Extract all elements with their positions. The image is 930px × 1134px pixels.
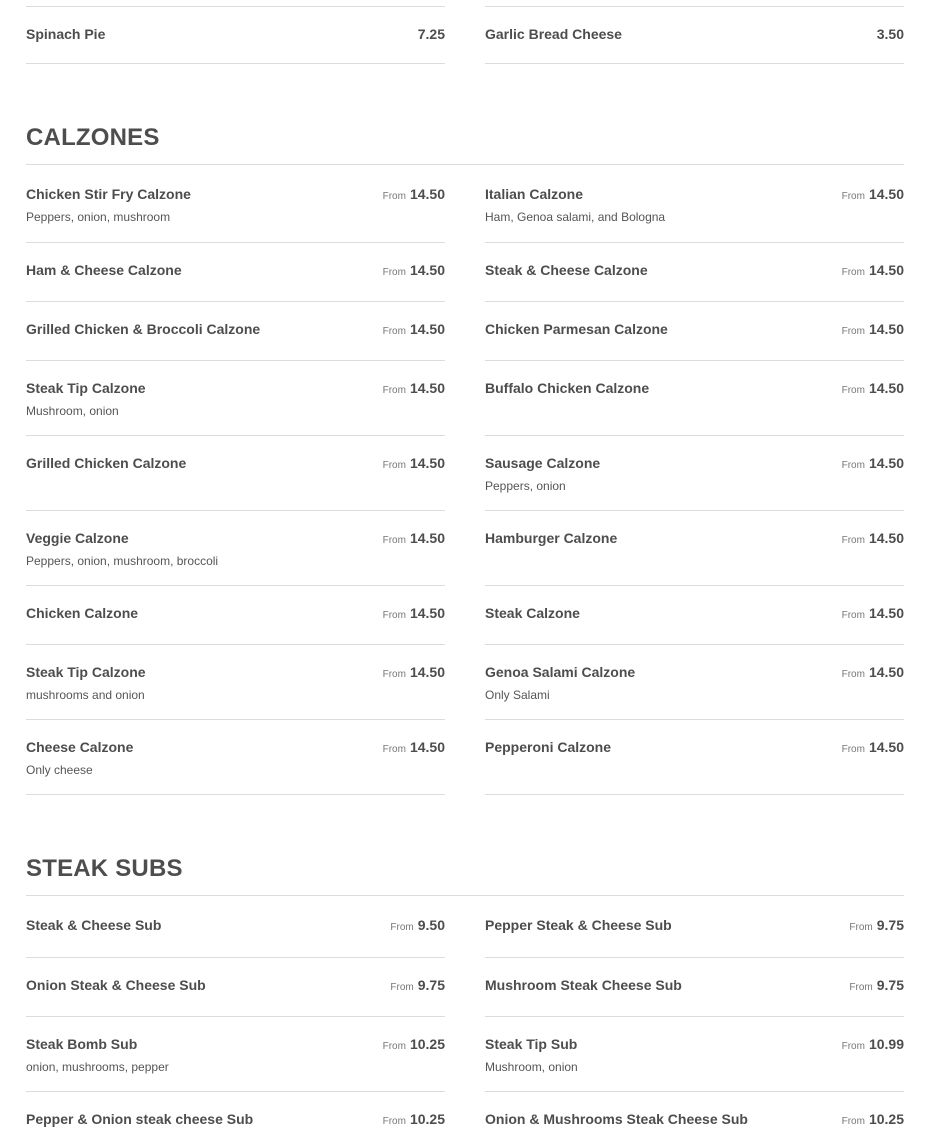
price-value: 7.25: [417, 26, 445, 42]
price-value: 14.50: [868, 739, 904, 755]
item-price: [842, 1035, 904, 1056]
price-from-label: From: [382, 1116, 406, 1127]
price-from-label: From: [841, 669, 865, 680]
price-from-label: From: [382, 326, 406, 337]
price-value: 14.50: [409, 455, 445, 471]
menu-item-garlic-bread-cheese[interactable]: [485, 25, 904, 64]
price-from-label: From: [382, 267, 406, 278]
price-value: 14.50: [868, 186, 904, 202]
item-description: Peppers, onion: [485, 479, 566, 493]
item-name: Italian Calzone: [485, 186, 584, 202]
price-from-label: From: [382, 1041, 406, 1052]
item-name: Chicken Parmesan Calzone: [485, 321, 668, 337]
item-price: [383, 663, 445, 684]
price-from-label: From: [841, 1041, 865, 1052]
item-name: Pepperoni Calzone: [485, 739, 612, 755]
price-value: 14.50: [868, 455, 904, 471]
item-name: Cheese Calzone: [26, 739, 134, 755]
item-name: Pepper & Onion steak cheese Sub: [26, 1111, 254, 1127]
menu-item-chicken-stir-fry-calzone[interactable]: [26, 185, 445, 243]
menu-item-veggie-calzone[interactable]: [26, 529, 445, 586]
price-from-label: From: [390, 982, 414, 993]
item-price: [383, 1110, 445, 1131]
price-from-label: From: [382, 460, 406, 471]
price-value: 14.50: [409, 605, 445, 621]
price-value: 9.75: [876, 917, 904, 933]
item-name: Mushroom Steak Cheese Sub: [485, 977, 682, 993]
menu-item-steak-calzone[interactable]: [485, 604, 904, 645]
item-price: [383, 185, 445, 206]
price-value: 14.50: [868, 380, 904, 396]
price-from-label: From: [382, 191, 406, 202]
menu-item-mushroom-steak-cheese-sub[interactable]: [485, 976, 904, 1017]
item-name: Steak Tip Calzone: [26, 380, 146, 396]
price-from-label: From: [841, 610, 865, 621]
item-name: Veggie Calzone: [26, 530, 129, 546]
item-price: [842, 1110, 904, 1131]
item-name: Sausage Calzone: [485, 455, 601, 471]
item-name: Chicken Calzone: [26, 605, 139, 621]
price-from-label: From: [382, 610, 406, 621]
item-price: [842, 379, 904, 400]
item-price: [842, 529, 904, 550]
menu-item-buffalo-chicken-calzone[interactable]: [485, 379, 904, 436]
price-from-label: From: [841, 385, 865, 396]
item-price: [383, 529, 445, 550]
price-value: 14.50: [409, 262, 445, 278]
item-name: Buffalo Chicken Calzone: [485, 380, 650, 396]
item-price: [849, 916, 904, 937]
item-price: [877, 25, 904, 44]
menu-item-sausage-calzone[interactable]: [485, 454, 904, 511]
price-value: 14.50: [409, 739, 445, 755]
menu-item-steak-tip-calzone[interactable]: [26, 663, 445, 720]
menu-item-pepper-and-onion-steak-cheese-sub[interactable]: [26, 1110, 445, 1134]
price-value: 14.50: [409, 321, 445, 337]
menu-item-grilled-chicken-and-broccoli-calzone[interactable]: [26, 320, 445, 361]
item-name: Steak Tip Sub: [485, 1036, 578, 1052]
item-description: Only Salami: [485, 688, 550, 702]
item-name: Steak Calzone: [485, 605, 580, 621]
item-name: Steak & Cheese Calzone: [485, 262, 648, 278]
menu-item-cheese-calzone[interactable]: [26, 738, 445, 795]
item-name: Chicken Stir Fry Calzone: [26, 186, 191, 202]
menu-item-spinach-pie[interactable]: [26, 25, 445, 64]
price-value: 14.50: [409, 530, 445, 546]
item-description: Mushroom, onion: [485, 1060, 578, 1074]
item-price: [383, 454, 445, 475]
price-value: 14.50: [409, 380, 445, 396]
menu-item-onion-steak-and-cheese-sub[interactable]: [26, 976, 445, 1017]
item-name: Steak Bomb Sub: [26, 1036, 138, 1052]
menu-item-chicken-calzone[interactable]: [26, 604, 445, 645]
price-from-label: From: [382, 535, 406, 546]
price-from-label: From: [841, 460, 865, 471]
item-name: Steak Tip Calzone: [26, 664, 146, 680]
price-value: 3.50: [876, 26, 904, 42]
price-from-label: From: [382, 744, 406, 755]
item-description: Ham, Genoa salami, and Bologna: [485, 210, 666, 224]
menu-item-italian-calzone[interactable]: [485, 185, 904, 243]
item-name: Genoa Salami Calzone: [485, 664, 636, 680]
menu-item-steak-and-cheese-calzone[interactable]: [485, 261, 904, 302]
item-price: [842, 663, 904, 684]
item-name: Grilled Chicken Calzone: [26, 455, 187, 471]
price-from-label: From: [382, 669, 406, 680]
item-name: Grilled Chicken & Broccoli Calzone: [26, 321, 261, 337]
price-from-label: From: [841, 267, 865, 278]
item-description: Only cheese: [26, 763, 93, 777]
price-from-label: From: [841, 1116, 865, 1127]
menu-item-steak-and-cheese-sub[interactable]: [26, 916, 445, 958]
item-name: Onion Steak & Cheese Sub: [26, 977, 206, 993]
price-from-label: From: [382, 385, 406, 396]
item-description: Peppers, onion, mushroom: [26, 210, 171, 224]
price-from-label: From: [390, 922, 414, 933]
item-description: Peppers, onion, mushroom, broccoli: [26, 554, 219, 568]
item-name: Hamburger Calzone: [485, 530, 618, 546]
item-price: [842, 185, 904, 206]
item-description: onion, mushrooms, pepper: [26, 1060, 169, 1074]
price-value: 14.50: [868, 664, 904, 680]
price-from-label: From: [849, 982, 873, 993]
section-title-calzones: CALZONES: [26, 124, 904, 165]
item-price: [418, 25, 445, 44]
menu-item-chicken-parmesan-calzone[interactable]: [485, 320, 904, 361]
menu-item-grilled-chicken-calzone[interactable]: [26, 454, 445, 511]
price-value: 9.75: [417, 977, 445, 993]
menu-item-steak-bomb-sub[interactable]: [26, 1035, 445, 1092]
item-price: [383, 1035, 445, 1056]
price-value: 10.25: [409, 1111, 445, 1127]
price-value: 9.75: [876, 977, 904, 993]
price-value: 10.99: [868, 1036, 904, 1052]
item-price: [383, 320, 445, 341]
item-name: Pepper Steak & Cheese Sub: [485, 917, 672, 933]
price-from-label: From: [841, 191, 865, 202]
item-name: Steak & Cheese Sub: [26, 917, 162, 933]
item-price: [842, 261, 904, 282]
price-from-label: From: [849, 922, 873, 933]
price-from-label: From: [841, 535, 865, 546]
item-price: [390, 916, 445, 937]
item-description: mushrooms and onion: [26, 688, 145, 702]
price-value: 14.50: [409, 186, 445, 202]
menu-item-onion-and-mushrooms-steak-cheese-sub[interactable]: [485, 1110, 904, 1134]
menu-item-genoa-salami-calzone[interactable]: [485, 663, 904, 720]
divider: [26, 6, 445, 7]
menu-item-pepper-steak-and-cheese-sub[interactable]: [485, 916, 904, 958]
item-price: [390, 976, 445, 997]
price-value: 10.25: [409, 1036, 445, 1052]
item-name: Ham & Cheese Calzone: [26, 262, 182, 278]
item-price: [849, 976, 904, 997]
menu-item-ham-and-cheese-calzone[interactable]: [26, 261, 445, 302]
item-price: [842, 454, 904, 475]
section-title-steak-subs: STEAK SUBS: [26, 855, 904, 896]
item-price: [842, 320, 904, 341]
price-value: 14.50: [868, 605, 904, 621]
price-value: 14.50: [868, 262, 904, 278]
price-value: 10.25: [868, 1111, 904, 1127]
price-from-label: From: [841, 744, 865, 755]
item-name: Onion & Mushrooms Steak Cheese Sub: [485, 1111, 748, 1127]
price-value: 14.50: [409, 664, 445, 680]
price-value: 9.50: [417, 917, 445, 933]
menu-item-hamburger-calzone[interactable]: [485, 529, 904, 586]
item-price: [383, 261, 445, 282]
item-name: Garlic Bread Cheese: [485, 26, 622, 42]
item-price: [383, 604, 445, 625]
divider: [485, 6, 904, 7]
item-price: [383, 738, 445, 759]
menu-item-steak-tip-sub[interactable]: [485, 1035, 904, 1092]
price-value: 14.50: [868, 530, 904, 546]
price-value: 14.50: [868, 321, 904, 337]
menu-item-steak-tip-calzone[interactable]: [26, 379, 445, 436]
item-description: Mushroom, onion: [26, 404, 119, 418]
item-price: [842, 604, 904, 625]
menu-item-pepperoni-calzone[interactable]: [485, 738, 904, 795]
item-price: [383, 379, 445, 400]
price-from-label: From: [841, 326, 865, 337]
item-name: Spinach Pie: [26, 26, 106, 42]
item-price: [842, 738, 904, 759]
